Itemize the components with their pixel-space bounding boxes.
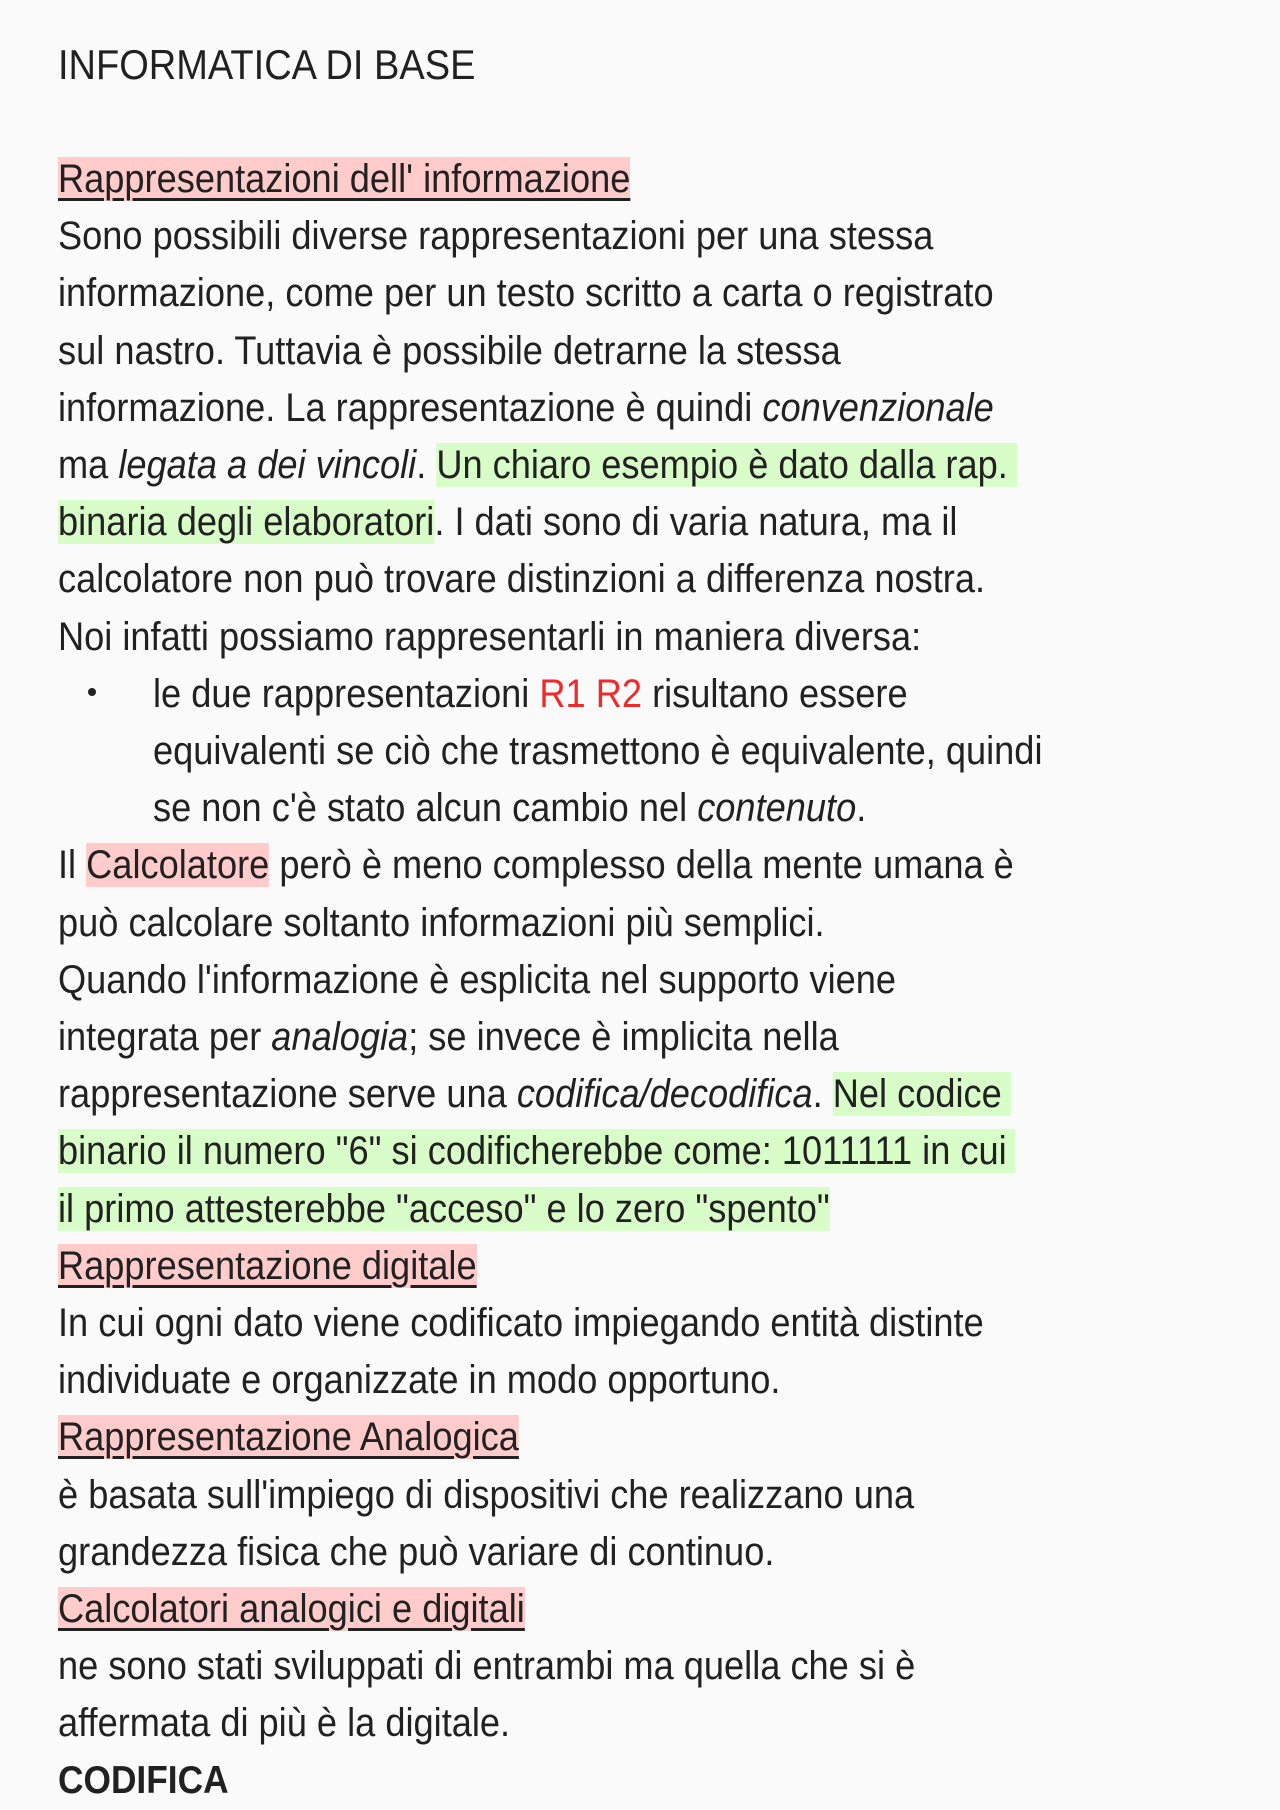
text: grandezza fisica che può variare di continuo. xyxy=(58,1530,775,1574)
italic-text: contenuto xyxy=(697,786,857,830)
green-highlight: binario il numero "6" si codificherebbe come: 1011111 in cui xyxy=(58,1129,1016,1173)
bullet-line xyxy=(153,665,908,723)
paragraph-line xyxy=(58,550,985,608)
paragraph-line xyxy=(58,836,1014,894)
paragraph-line xyxy=(58,207,933,265)
text: ma xyxy=(58,443,119,487)
section-heading xyxy=(58,150,630,208)
text: ne sono stati sviluppati di entrambi ma quella che si è xyxy=(58,1644,916,1688)
text: è basata sull'impiego di dispositivi che realizzano una xyxy=(58,1473,915,1517)
paragraph-line xyxy=(58,608,921,666)
bullet-icon xyxy=(88,688,96,696)
italic-text: legata a dei vincoli xyxy=(118,443,417,487)
paragraph-line xyxy=(58,1637,915,1695)
text: Quando l'informazione è esplicita nel supporto viene xyxy=(58,958,897,1002)
section-heading xyxy=(58,1237,477,1295)
section-heading xyxy=(58,1408,519,1466)
text: se non c'è stato alcun cambio nel xyxy=(153,786,698,830)
text: affermata di più è la digitale. xyxy=(58,1701,511,1745)
text: Noi infatti possiamo rappresentarli in maniera diversa: xyxy=(58,615,922,659)
text: In cui ogni dato viene codificato impiegando entità distinte xyxy=(58,1301,984,1345)
text: ; se invece è implicita nella xyxy=(408,1015,839,1059)
text: può calcolare soltanto informazioni più semplici. xyxy=(58,901,825,945)
heading-calcolatori-analogici-digitali: Calcolatori analogici e digitali xyxy=(58,1587,525,1631)
paragraph-line xyxy=(58,1694,510,1752)
paragraph-line xyxy=(58,1008,839,1066)
bullet-line xyxy=(153,779,866,837)
paragraph-line xyxy=(58,493,957,551)
green-highlight: Nel codice xyxy=(833,1072,1011,1116)
italic-text: convenzionale xyxy=(762,386,994,430)
paragraph-line xyxy=(58,1180,830,1238)
section-heading xyxy=(58,1580,525,1638)
red-text: R1 R2 xyxy=(539,672,643,716)
paragraph-line xyxy=(58,264,994,322)
text: le due rappresentazioni xyxy=(153,672,540,716)
text: . I dati sono di varia natura, ma il xyxy=(434,500,958,544)
text: calcolatore non può trovare distinzioni a differenza nostra. xyxy=(58,557,986,601)
heading-codifica: CODIFICA xyxy=(58,1759,229,1802)
green-highlight: Un chiaro esempio è dato dalla rap. xyxy=(436,443,1017,487)
bullet-line xyxy=(153,722,1042,780)
text: informazione. La rappresentazione è quindi xyxy=(58,386,763,430)
text: . xyxy=(812,1072,833,1116)
paragraph-line xyxy=(58,1351,780,1409)
text: sul nastro. Tuttavia è possibile detrarne la stessa xyxy=(58,329,841,373)
italic-text: analogia xyxy=(271,1015,409,1059)
heading-rappresentazione-digitale: Rappresentazione digitale xyxy=(58,1244,477,1288)
green-highlight: binaria degli elaboratori xyxy=(58,500,435,544)
text: rappresentazione serve una xyxy=(58,1072,517,1116)
text: . xyxy=(856,786,867,830)
text: . xyxy=(416,443,437,487)
paragraph-line xyxy=(58,1523,774,1581)
text: però è meno complesso della mente umana è xyxy=(269,843,1014,887)
text: Sono possibili diverse rappresentazioni per una stessa xyxy=(58,214,934,258)
paragraph-line xyxy=(58,1122,1016,1180)
paragraph-line xyxy=(58,1294,984,1352)
paragraph-line xyxy=(58,951,896,1009)
paragraph-line xyxy=(58,379,994,437)
heading-rappresentazione-analogica: Rappresentazione Analogica xyxy=(58,1415,519,1459)
text: integrata per xyxy=(58,1015,272,1059)
paragraph-line xyxy=(58,1466,914,1524)
pink-highlight: Calcolatore xyxy=(86,843,270,887)
paragraph-line xyxy=(58,436,1017,494)
text: equivalenti se ciò che trasmettono è equivalente, quindi xyxy=(153,729,1043,773)
text: risultano essere xyxy=(642,672,908,716)
paragraph-line xyxy=(58,322,841,380)
green-highlight: il primo attesterebbe "acceso" e lo zero "spento" xyxy=(58,1187,830,1231)
paragraph-line xyxy=(58,894,825,952)
document-title: INFORMATICA DI BASE xyxy=(58,41,476,88)
text: Il xyxy=(58,843,87,887)
text: informazione, come per un testo scritto a carta o registrato xyxy=(58,271,994,315)
heading-rappresentazioni-informazione: Rappresentazioni dell' informazione xyxy=(58,157,631,201)
text: individuate e organizzate in modo opportuno. xyxy=(58,1358,781,1402)
paragraph-line xyxy=(58,1065,1011,1123)
italic-text: codifica/decodifica xyxy=(516,1072,813,1116)
